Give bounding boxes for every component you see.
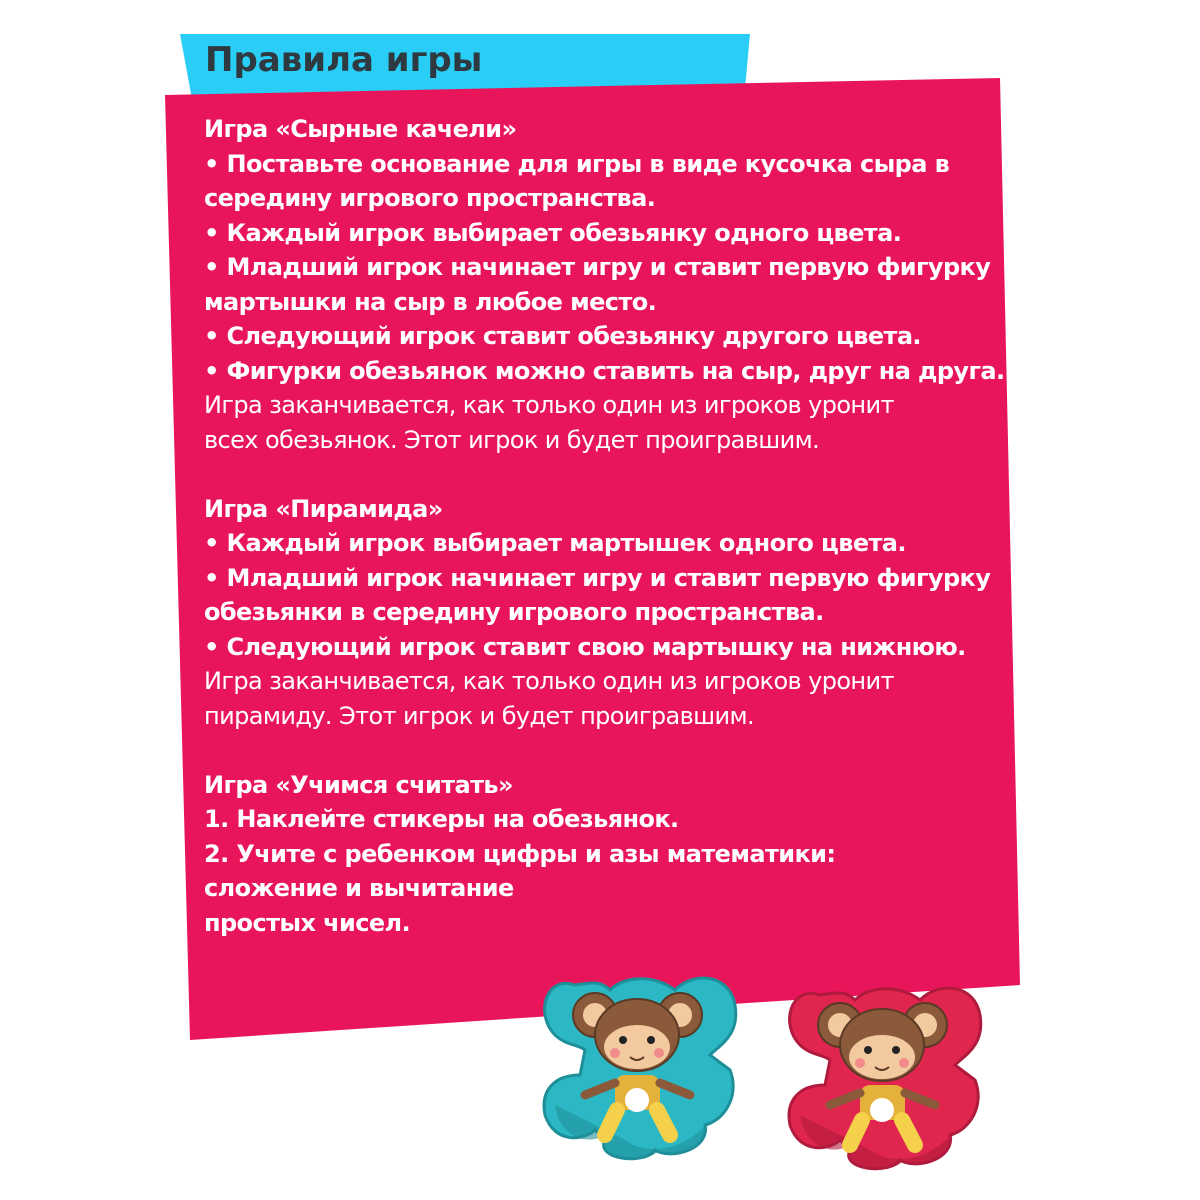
game2-heading: Игра «Пирамида»: [204, 494, 443, 523]
game2-ending: Игра заканчивается, как только один из игроков уронит: [204, 667, 894, 695]
game1-line: мартышки на сыр в любое место.: [204, 287, 657, 316]
game1-line: • Следующий игрок ставит обезьянку другого цвета.: [204, 322, 921, 350]
section-gap: [204, 457, 994, 492]
game1-line: • Фигурки обезьянок можно ставить на сыр, друг на друга.: [204, 356, 1005, 385]
game3-line: простых чисел.: [204, 908, 411, 937]
game1-ending: Игра заканчивается, как только один из игроков уронит: [204, 391, 894, 419]
game3-line: 2. Учите с ребенком цифры и азы математики:: [204, 839, 836, 868]
page-title: Правила игры: [205, 40, 483, 80]
game1-line: • Каждый игрок выбирает обезьянку одного цвета.: [204, 218, 902, 247]
game1-line: • Поставьте основание для игры в виде кусочка сыра в: [204, 149, 950, 178]
game3-line: сложение и вычитание: [204, 874, 514, 902]
game1-line: середину игрового пространства.: [204, 184, 656, 212]
game2-ending: пирамиду. Этот игрок и будет проигравшим.: [204, 701, 755, 730]
game1-heading: Игра «Сырные качели»: [204, 115, 517, 143]
game2-line: • Следующий игрок ставит свою мартышку на нижнюю.: [204, 632, 966, 661]
game1-line: • Младший игрок начинает игру и ставит первую фигурку: [204, 253, 991, 281]
game2-line: • Каждый игрок выбирает мартышек одного цвета.: [204, 529, 906, 557]
monkey-figure-teal: [535, 955, 750, 1170]
game3-heading: Игра «Учимся считать»: [204, 770, 513, 799]
game2-line: обезьянки в середину игрового пространства.: [204, 598, 824, 626]
game3-line: 1. Наклейте стикеры на обезьянок.: [204, 805, 679, 833]
section-gap: [204, 733, 994, 768]
game2-line: • Младший игрок начинает игру и ставит первую фигурку: [204, 563, 991, 592]
monkey-figure-red: [780, 965, 990, 1175]
game1-ending: всех обезьянок. Этот игрок и будет проигравшим.: [204, 425, 820, 454]
rules-body: [204, 112, 1005, 940]
